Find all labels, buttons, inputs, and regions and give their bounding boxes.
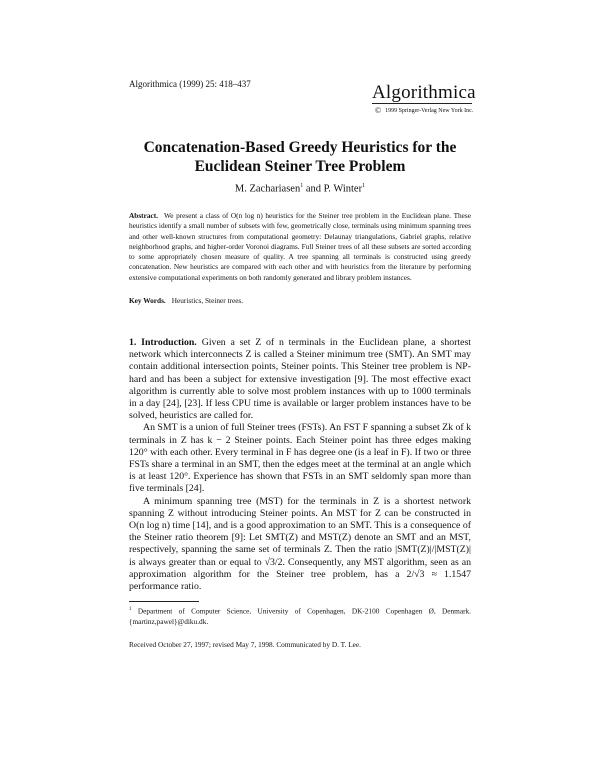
abstract-label: Abstract. [129, 211, 158, 220]
journal-logo: Algorithmica [372, 82, 476, 103]
keywords [129, 296, 471, 305]
author-2-mark: 1 [362, 183, 366, 189]
author-conjunction: and [303, 183, 324, 195]
copyright-symbol: © [375, 106, 382, 115]
footnote-rule [129, 601, 199, 602]
abstract-text: We present a class of O(n log n) heuristics for the Steiner tree problem in the Euclidean plane. These heuristics identify a small number of subsets with few, geometrically close, terminals using minimum spanning trees and other well-known structures from computational geometry: Delaunay triangulations, Gabriel graphs, relative neighborhood graphs, and higher-order Voronoi diagrams. Full Steiner trees of all these subsets are sorted according to some appropriately chosen measure of quality. A tree spanning all terminals is constructed using greedy concatenation. New heuristics are compared with each other and with heuristics from the literature by performing extensive computational experiments on both randomly generated and library problem instances. [129, 211, 471, 282]
journal-rule [372, 103, 472, 104]
title-line-1: Concatenation-Based Greedy Heuristics for the [143, 139, 457, 156]
paragraph-1-text: Given a set Z of n terminals in the Euclidean plane, a shortest network which interconnects Z is called a Steiner minimum tree (SMT). An SMT may contain additional intersection points, Steiner points. This Steiner tree problem is NP-hard and has been a subject for extensive investigation [9]. The most effective exact algorithm is currently able to solve most problem instances with up to 1000 terminals in a day [24], [23]. If less CPU time is available or larger problem instances have to be solved, heuristics are called for. [129, 337, 471, 422]
author-1-mark: 1 [300, 183, 304, 189]
paragraph-3: A minimum spanning tree (MST) for the terminals in Z is a shortest network spanning Z without introducing Steiner points. An MST for Z can be constructed in O(n log n) time [14], and is a good approximation to an SMT. This is a consequence of the Steiner ratio theorem [9]: Let SMT(Z) and MST(Z) denote an SMT and an MST, respectively, spanning the same set of terminals Z. Then the ratio |SMT(Z)|/|MST(Z)| is always greater than or equal to √3/2. Consequently, any MST algorithm, seen as an approximation algorithm for the Steiner tree problem, has a 2/√3 ≈ 1.1547 performance ratio. [129, 495, 471, 593]
abstract [129, 211, 471, 283]
journal-citation: Algorithmica (1999) 25: 418–437 [129, 79, 251, 89]
paragraph-1 [129, 337, 471, 422]
paragraph-2: An SMT is a union of full Steiner trees (FSTs). An FST F spanning a subset Zk of k terminals in Z has k − 2 Steiner points. Each Steiner point has three edges making 120° with each other. Every terminal in F has degree one (is a leaf in F). If two or three FSTs share a terminal in an SMT, then the edges meet at the terminal at an angle which is at least 120°. Experience has shown that FSTs in an SMT seldomly span more than five terminals [24]. [129, 422, 471, 495]
footnote-mark: 1 [129, 607, 132, 612]
section-heading: 1. Introduction. [129, 337, 197, 348]
authors [100, 183, 500, 195]
section-introduction [129, 337, 471, 593]
author-2: P. Winter [323, 183, 363, 195]
paper-title [100, 138, 500, 176]
copyright-line [375, 106, 473, 115]
title-line-2: Euclidean Steiner Tree Problem [194, 158, 406, 175]
footnote-text: Department of Computer Science, University of Copenhagen, DK-2100 Copenhagen Ø, Denmark. {martinz,pawel}@diku.dk. [129, 606, 472, 626]
footnote [129, 605, 471, 627]
received-line: Received October 27, 1997; revised May 7, 1998. Communicated by D. T. Lee. [129, 640, 361, 649]
author-1: M. Zachariasen [234, 183, 301, 195]
keywords-text: Heuristics, Steiner trees. [171, 296, 244, 305]
keywords-label: Key Words. [129, 296, 166, 305]
copyright-text: 1999 Springer-Verlag New York Inc. [385, 107, 474, 114]
